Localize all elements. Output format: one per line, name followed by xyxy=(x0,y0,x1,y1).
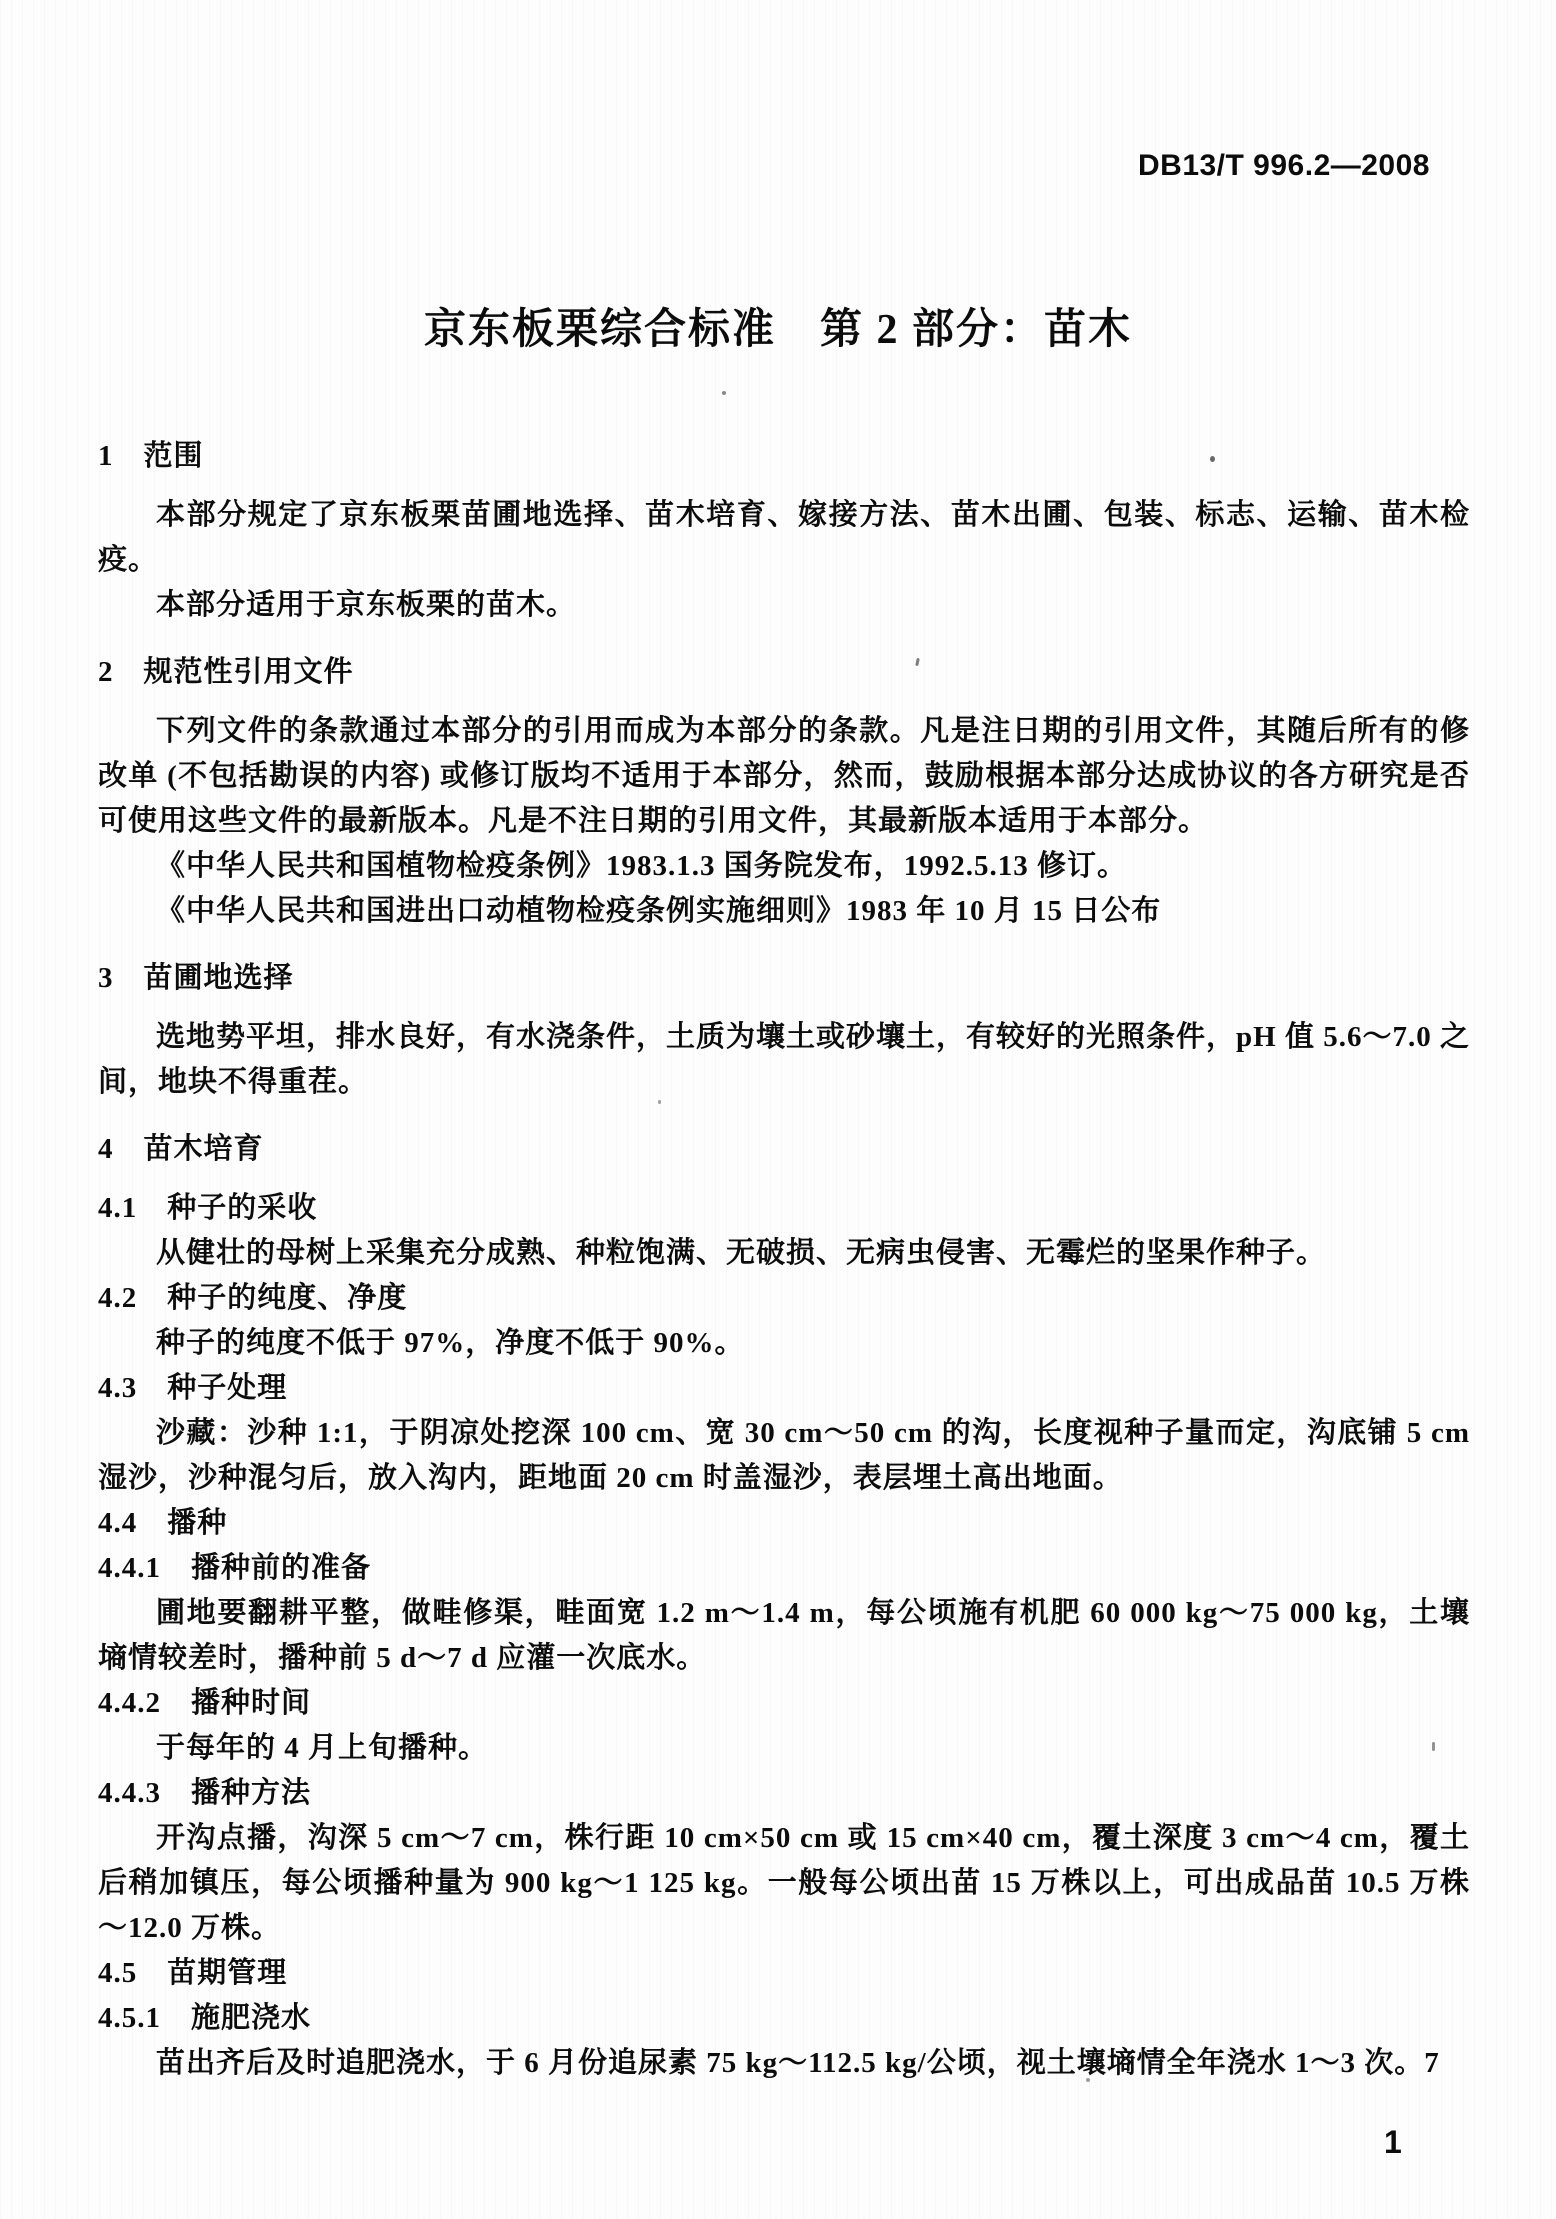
reference-item: 《中华人民共和国进出口动植物检疫条例实施细则》1983 年 10 月 15 日公布 xyxy=(156,895,1162,927)
subsection-heading: 4.5.1 施肥浇水 xyxy=(98,2002,312,2034)
paragraph: 苗出齐后及时追肥浇水，于 6 月份追尿素 75 kg～112.5 kg/公顷，视土壤墒情全年浇水 1～3 次。7 xyxy=(156,2047,1440,2079)
subsection-heading: 4.4.2 播种时间 xyxy=(98,1687,312,1719)
reference-item: 《中华人民共和国植物检疫条例》1983.1.3 国务院发布，1992.5.13 修订。 xyxy=(156,850,1128,882)
paragraph: 本部分适用于京东板栗的苗木。 xyxy=(156,589,577,621)
paragraph: 下列文件的条款通过本部分的引用而成为本部分的条款。凡是注日期的引用文件，其随后所有的修改单 (不包括勘误的内容) 或修订版均不适用于本部分，然而，鼓励根据本部分达成协议的各方研究是否可使用这些文件的最新版本。凡是不注日期的引用文件，其最新版本适用于本部分。 xyxy=(98,715,1470,837)
chapter-heading: 3 苗圃地选择 xyxy=(98,962,294,994)
scan-speck xyxy=(1210,456,1215,462)
section-heading: 4.5 苗期管理 xyxy=(98,1957,288,1989)
paragraph: 圃地要翻耕平整，做畦修渠，畦面宽 1.2 m～1.4 m，每公顷施有机肥 60 000 kg～75 000 kg，土壤墒情较差时，播种前 5 d～7 d 应灌一次底水。 xyxy=(98,1597,1470,1674)
scan-speck xyxy=(1432,1742,1435,1751)
scan-speck xyxy=(658,1100,661,1104)
paragraph: 选地势平坦，排水良好，有水浇条件，土质为壤土或砂壤土，有较好的光照条件，pH 值 5.6～7.0 之间，地块不得重茬。 xyxy=(98,1021,1470,1098)
paragraph: 种子的纯度不低于 97%，净度不低于 90%。 xyxy=(156,1327,745,1359)
scan-speck xyxy=(722,391,726,395)
paragraph: 从健壮的母树上采集充分成熟、种粒饱满、无破损、无病虫侵害、无霉烂的坚果作种子。 xyxy=(156,1237,1327,1269)
section-heading: 4.4 播种 xyxy=(98,1507,228,1539)
section-heading: 4.2 种子的纯度、净度 xyxy=(98,1282,408,1314)
subsection-heading: 4.4.1 播种前的准备 xyxy=(98,1552,372,1584)
section-heading: 4.3 种子处理 xyxy=(98,1372,288,1404)
section-heading: 4.1 种子的采收 xyxy=(98,1192,318,1224)
document-body xyxy=(98,412,1470,2086)
chapter-heading: 4 苗木培育 xyxy=(98,1133,264,1165)
paragraph: 开沟点播，沟深 5 cm～7 cm，株行距 10 cm×50 cm 或 15 cm×40 cm，覆土深度 3 cm～4 cm，覆土后稍加镇压，每公顷播种量为 900 kg～1 125 kg。一般每公顷出苗 15 万株以上，可出成品苗 10.5 万株～12.0 万株。 xyxy=(98,1822,1471,1944)
chapter-heading: 2 规范性引用文件 xyxy=(98,656,354,688)
subsection-heading: 4.4.3 播种方法 xyxy=(98,1777,312,1809)
standard-code: DB13/T 996.2—2008 xyxy=(1137,149,1430,182)
scan-speck xyxy=(1086,2078,1090,2082)
page-number: 1 xyxy=(1384,2124,1402,2160)
paragraph: 沙藏：沙种 1:1，于阴凉处挖深 100 cm、宽 30 cm～50 cm 的沟，长度视种子量而定，沟底铺 5 cm 湿沙，沙种混匀后，放入沟内，距地面 20 cm 时盖湿沙，表层埋土高出地面。 xyxy=(98,1417,1470,1494)
paragraph: 本部分规定了京东板栗苗圃地选择、苗木培育、嫁接方法、苗木出圃、包装、标志、运输、苗木检疫。 xyxy=(98,499,1470,576)
paragraph: 于每年的 4 月上旬播种。 xyxy=(156,1732,489,1764)
document-title: 京东板栗综合标准 第 2 部分：苗木 xyxy=(423,307,1132,353)
chapter-heading: 1 范围 xyxy=(98,440,204,472)
